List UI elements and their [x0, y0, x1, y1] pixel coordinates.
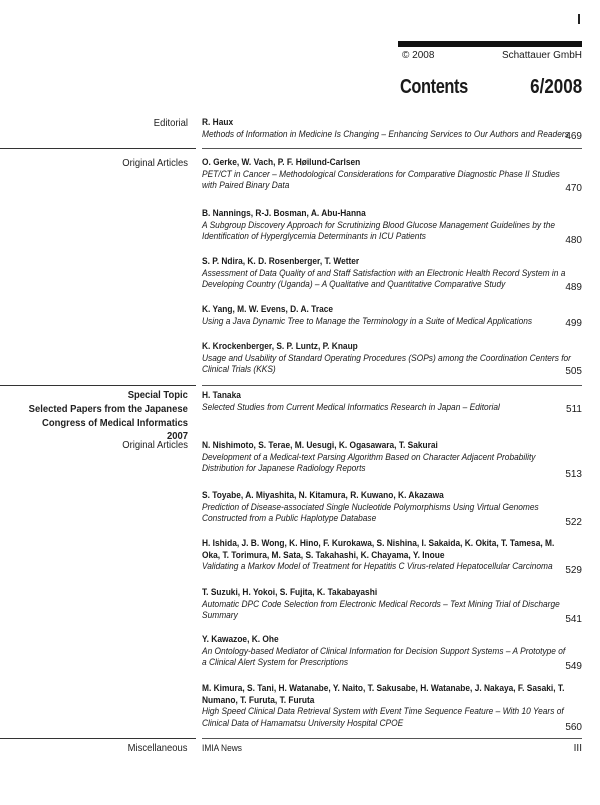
entry-authors: B. Nannings, R-J. Bosman, A. Abu-Hanna: [202, 208, 366, 219]
toc-entry[interactable]: [202, 256, 572, 291]
entry-title: IMIA News: [202, 743, 242, 754]
entry-page: 522: [565, 517, 582, 528]
entry-title: High Speed Clinical Data Retrieval System with Event Time Sequence Feature – With 10 Years of Clinical Data of Hamamatsu University Hospital CPOE: [202, 706, 564, 729]
entry-title: Prediction of Disease-associated Single Nucleotide Polymorphisms Using Virtual Genomes Constructed from a Public Haplotype Database: [202, 501, 539, 524]
entry-title: Development of a Medical-text Parsing Algorithm Based on Character Adjacent Probability Distribution for Japanese Radiology Reports: [202, 451, 536, 474]
toc-entry[interactable]: [202, 341, 572, 376]
toc-entry[interactable]: [202, 208, 572, 243]
section-rule: [0, 148, 196, 149]
entry-page: III: [573, 743, 582, 754]
entry-authors: O. Gerke, W. Vach, P. F. Høilund-Carlsen: [202, 157, 361, 168]
toc-entry[interactable]: [202, 390, 572, 413]
entry-page: 469: [565, 131, 582, 142]
entry-title: PET/CT in Cancer – Methodological Considerations for Comparative Diagnostic Phase II Studies with Paired Binary Data: [202, 168, 560, 191]
entry-page: 499: [565, 318, 582, 329]
section-rule: [0, 385, 196, 386]
toc-entry[interactable]: [202, 304, 572, 327]
section-original-articles: Original Articles: [122, 157, 188, 169]
section-original-articles-2: Original Articles: [122, 439, 188, 451]
entry-page: 489: [565, 282, 582, 293]
entry-title: Validating a Markov Model of Treatment for Hepatitis C Virus-related Hepatocellular Carcinoma: [202, 561, 553, 572]
entry-rule: [202, 385, 582, 386]
section-miscellaneous: Miscellaneous: [128, 742, 188, 754]
publisher: Schattauer GmbH: [501, 50, 582, 61]
entry-title: Automatic DPC Code Selection from Electronic Medical Records – Text Mining Trial of Discharge Summary: [202, 598, 560, 621]
entry-authors: N. Nishimoto, S. Terae, M. Uesugi, K. Ogasawara, T. Sakurai: [202, 440, 438, 451]
section-special-topic-line2: Selected Papers from the Japanese: [28, 403, 188, 415]
page-mark: [578, 14, 580, 24]
page-title: Contents: [400, 76, 468, 98]
toc-entry[interactable]: [202, 683, 572, 729]
section-special-topic-line3: Congress of Medical Informatics 2007: [42, 417, 189, 442]
entry-title: Assessment of Data Quality of and Staff Satisfaction with an Electronic Health Record System in a Developing Country (Uganda) – A Qualitative and Quantitative Comparative Study: [202, 267, 566, 290]
entry-page: 511: [566, 404, 582, 415]
entry-page: 513: [565, 469, 582, 480]
entry-authors: H. Ishida, J. B. Wong, K. Hino, F. Kurokawa, S. Nishina, I. Sakaida, K. Okita, T. Tamesa, M. Oka, T. Torimura, M. Sata, S. Takahashi, K. Chayama, Y. Inoue: [202, 538, 555, 561]
entry-authors: S. P. Ndira, K. D. Rosenberger, T. Wetter: [202, 256, 360, 267]
entry-title: Selected Studies from Current Medical Informatics Research in Japan – Editorial: [202, 401, 500, 413]
section-special-topic: Special Topic: [127, 389, 188, 401]
entry-authors: S. Toyabe, A. Miyashita, N. Kitamura, R. Kuwano, K. Akazawa: [202, 490, 444, 501]
entry-title: An Ontology-based Mediator of Clinical Information for Decision Support Systems – A Prototype of a Clinical Alert System for Prescriptions: [202, 645, 566, 668]
entry-page: 549: [565, 661, 582, 672]
entry-authors: K. Krockenberger, S. P. Luntz, P. Knaup: [202, 341, 358, 352]
copyright: © 2008: [402, 50, 435, 61]
entry-page: 560: [565, 722, 582, 733]
toc-entry[interactable]: [202, 743, 572, 755]
entry-page: 480: [565, 235, 582, 246]
entry-authors: H. Tanaka: [202, 390, 241, 401]
entry-page: 505: [565, 366, 582, 377]
entry-page: 529: [565, 565, 582, 576]
toc-entry[interactable]: [202, 117, 572, 140]
entry-authors: T. Suzuki, H. Yokoi, S. Fujita, K. Takabayashi: [202, 587, 378, 598]
entry-rule: [202, 738, 582, 739]
entry-page: 470: [565, 183, 582, 194]
entry-title: Using a Java Dynamic Tree to Manage the Terminology in a Suite of Medical Applications: [202, 315, 533, 327]
issue-number: 6/2008: [530, 76, 582, 98]
header-rule: [398, 41, 582, 47]
entry-title: Usage and Usability of Standard Operating Procedures (SOPs) among the Coordination Centers for Clinical Trials (KKS): [202, 352, 571, 375]
entry-title: A Subgroup Discovery Approach for Scrutinizing Blood Glucose Management Guidelines by the Identification of Hyperglycemia Determinants in ICU Patients: [202, 219, 556, 242]
toc-entry[interactable]: [202, 440, 572, 475]
toc-entry[interactable]: [202, 157, 572, 192]
toc-entry[interactable]: [202, 634, 572, 669]
entry-authors: M. Kimura, S. Tani, H. Watanabe, Y. Naito, T. Sakusabe, H. Watanabe, J. Nakaya, F. Sasaki, T. Numano, T. Furuta, T. Furuta: [202, 683, 565, 706]
entry-authors: K. Yang, M. W. Evens, D. A. Trace: [202, 304, 334, 315]
section-rule: [0, 738, 196, 739]
entry-title: Methods of Information in Medicine Is Changing – Enhancing Services to Our Authors and Readers: [202, 128, 569, 140]
entry-authors: Y. Kawazoe, K. Ohe: [202, 634, 279, 645]
toc-entry[interactable]: [202, 490, 572, 525]
entry-rule: [202, 148, 582, 149]
toc-entry[interactable]: [202, 587, 572, 622]
entry-authors: R. Haux: [202, 117, 234, 128]
toc-entry[interactable]: [202, 538, 572, 573]
section-editorial: Editorial: [153, 117, 188, 129]
entry-page: 541: [565, 614, 582, 625]
